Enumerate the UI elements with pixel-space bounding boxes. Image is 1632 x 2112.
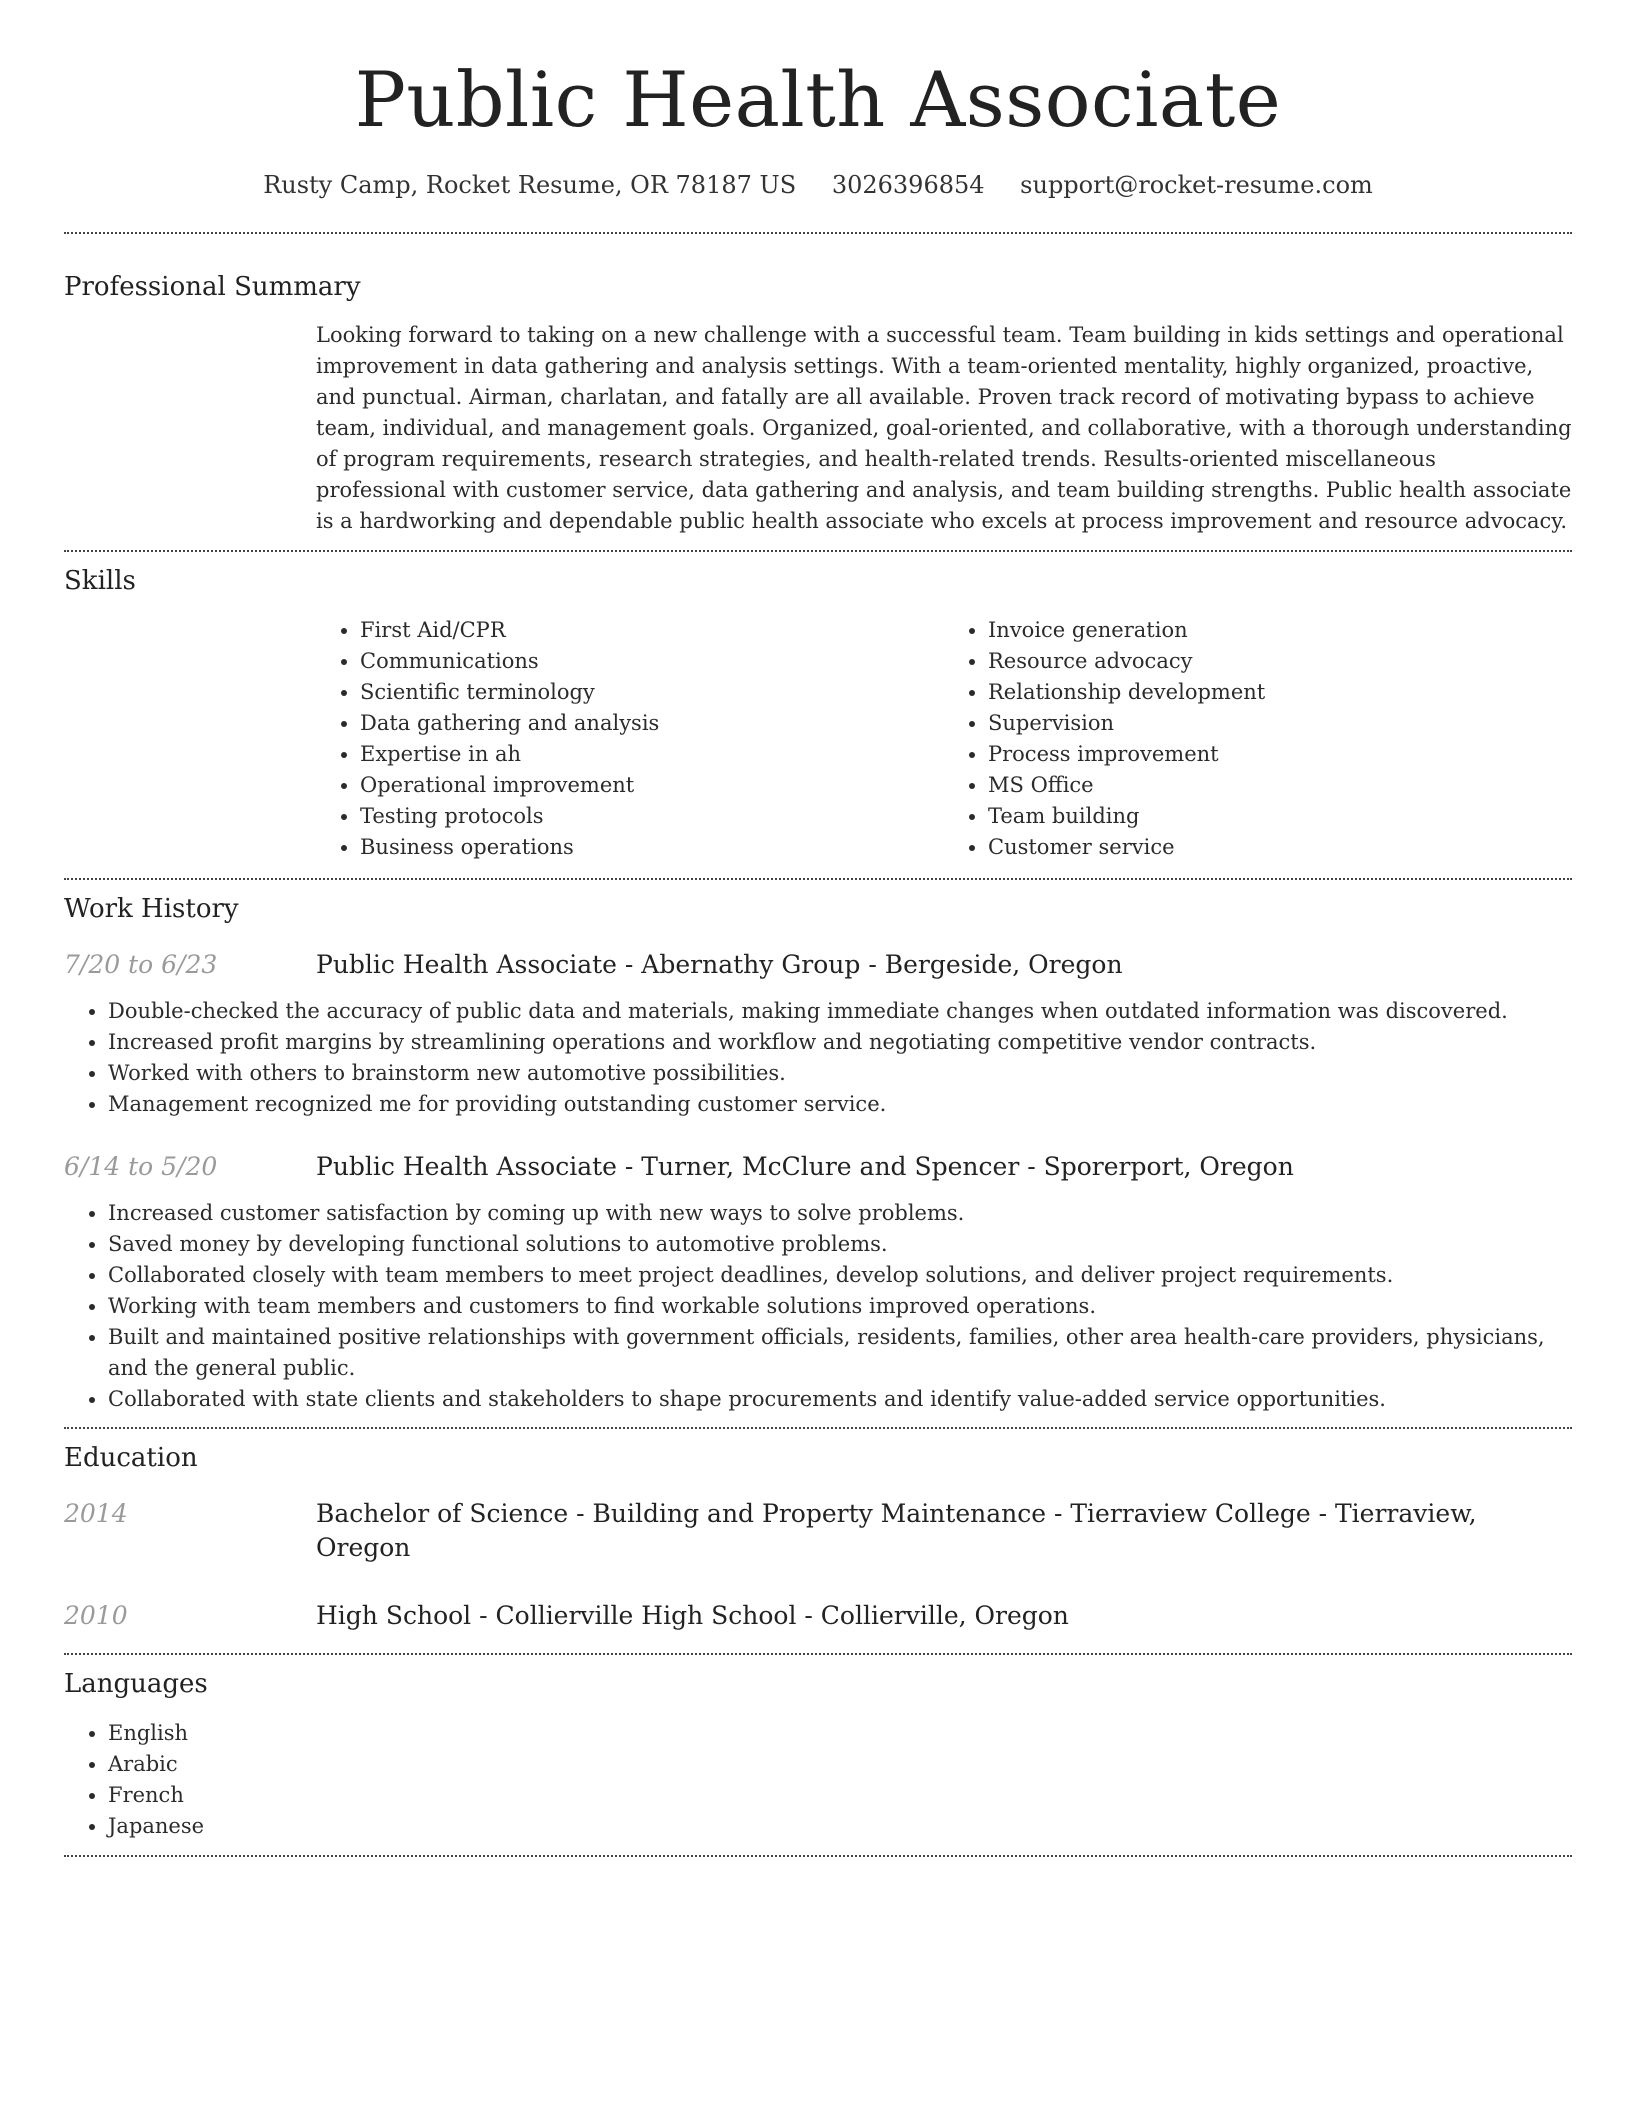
skills-list-right bbox=[944, 615, 1572, 863]
skill-item: • Communications bbox=[360, 646, 944, 677]
language-item: • French bbox=[108, 1780, 1572, 1811]
skill-item: • Resource advocacy bbox=[988, 646, 1572, 677]
skill-item: • Expertise in ah bbox=[360, 739, 944, 770]
section-divider bbox=[64, 1653, 1572, 1655]
education-title: Education bbox=[64, 1443, 198, 1473]
section-divider bbox=[64, 878, 1572, 880]
job-bullet: • Working with team members and customers to find workable solutions improved operations. bbox=[108, 1291, 1572, 1322]
summary-section bbox=[64, 270, 1572, 537]
section-divider bbox=[64, 1855, 1572, 1857]
skill-item: • Scientific terminology bbox=[360, 677, 944, 708]
education-entry bbox=[64, 1599, 1572, 1633]
summary-title: Professional Summary bbox=[64, 272, 361, 302]
job-bullet: • Saved money by developing functional solutions to automotive problems. bbox=[108, 1229, 1572, 1260]
job-dates: 6/14 to 5/20 bbox=[64, 1152, 218, 1181]
skill-item: • Relationship development bbox=[988, 677, 1572, 708]
languages-list bbox=[64, 1718, 1572, 1842]
skills-section bbox=[64, 564, 1572, 863]
contact-address: Rusty Camp, Rocket Resume, OR 78187 US bbox=[263, 171, 797, 199]
job-bullets bbox=[64, 1198, 1572, 1415]
job-bullet: • Collaborated closely with team members to meet project deadlines, develop solutions, and deliver project requirements. bbox=[108, 1260, 1572, 1291]
skill-item: • Process improvement bbox=[988, 739, 1572, 770]
skill-item: • Supervision bbox=[988, 708, 1572, 739]
contact-phone: 3026396854 bbox=[831, 171, 985, 199]
job-dates: 7/20 to 6/23 bbox=[64, 950, 218, 979]
skill-item: • Data gathering and analysis bbox=[360, 708, 944, 739]
section-divider bbox=[64, 550, 1572, 552]
skills-title: Skills bbox=[64, 566, 136, 596]
candidate-name: Public Health Associate bbox=[354, 55, 1282, 144]
job-bullet: • Built and maintained positive relationships with government officials, residents, families, other area health-care providers, physicians, and the general public. bbox=[108, 1322, 1572, 1384]
job-entry bbox=[64, 1150, 1572, 1415]
language-item: • English bbox=[108, 1718, 1572, 1749]
education-entry bbox=[64, 1497, 1572, 1565]
contact-email: support@rocket-resume.com bbox=[1020, 171, 1373, 199]
skill-item: • Operational improvement bbox=[360, 770, 944, 801]
work-title: Work History bbox=[64, 894, 239, 924]
job-bullet: • Management recognized me for providing outstanding customer service. bbox=[108, 1089, 1572, 1120]
education-year: 2014 bbox=[64, 1499, 128, 1528]
job-entry bbox=[64, 948, 1572, 1120]
section-divider bbox=[64, 1427, 1572, 1429]
languages-section bbox=[64, 1667, 1572, 1842]
work-section bbox=[64, 892, 1572, 1415]
job-heading: Public Health Associate - Abernathy Group - Bergeside, Oregon bbox=[316, 950, 1123, 979]
language-item: • Arabic bbox=[108, 1749, 1572, 1780]
education-year: 2010 bbox=[64, 1601, 128, 1630]
section-divider bbox=[64, 232, 1572, 234]
skill-item: • Invoice generation bbox=[988, 615, 1572, 646]
education-heading: Bachelor of Science - Building and Property Maintenance - Tierraview College - Tierraview, Oregon bbox=[316, 1499, 1477, 1562]
skills-grid bbox=[316, 615, 1572, 863]
job-heading: Public Health Associate - Turner, McClure and Spencer - Sporerport, Oregon bbox=[316, 1152, 1294, 1181]
job-bullet: • Worked with others to brainstorm new automotive possibilities. bbox=[108, 1058, 1572, 1089]
job-bullet: • Double-checked the accuracy of public data and materials, making immediate changes when outdated information was discovered. bbox=[108, 996, 1572, 1027]
contact-line bbox=[64, 168, 1572, 202]
skill-item: • MS Office bbox=[988, 770, 1572, 801]
job-bullets bbox=[64, 996, 1572, 1120]
skill-item: • Team building bbox=[988, 801, 1572, 832]
education-section bbox=[64, 1441, 1572, 1633]
languages-title: Languages bbox=[64, 1669, 208, 1699]
skill-item: • First Aid/CPR bbox=[360, 615, 944, 646]
skill-item: • Customer service bbox=[988, 832, 1572, 863]
skills-list-left bbox=[316, 615, 944, 863]
education-heading: High School - Collierville High School - Collierville, Oregon bbox=[316, 1601, 1069, 1630]
resume-page bbox=[64, 0, 1572, 1857]
skill-item: • Business operations bbox=[360, 832, 944, 863]
job-bullet: • Increased customer satisfaction by coming up with new ways to solve problems. bbox=[108, 1198, 1572, 1229]
job-bullet: • Increased profit margins by streamlining operations and workflow and negotiating competitive vendor contracts. bbox=[108, 1027, 1572, 1058]
summary-text: Looking forward to taking on a new challenge with a successful team. Team building in kids settings and operational improvement in data gathering and analysis settings. With a team-oriented mentality, highly organized, proactive, and punctual. Airman, charlatan, and fatally are all available. Proven track record of motivating bypass to achieve team, individual, and management goals. Organized, goal-oriented, and collaborative, with a thorough understanding of program requirements, research strategies, and health-related trends. Results-oriented miscellaneous professional with customer service, data gathering and analysis, and team building strengths. Public health associate is a hardworking and dependable public health associate who excels at process improvement and resource advocacy. bbox=[316, 323, 1572, 533]
skill-item: • Testing protocols bbox=[360, 801, 944, 832]
job-bullet: • Collaborated with state clients and stakeholders to shape procurements and identify value-added service opportunities. bbox=[108, 1384, 1572, 1415]
language-item: • Japanese bbox=[108, 1811, 1572, 1842]
